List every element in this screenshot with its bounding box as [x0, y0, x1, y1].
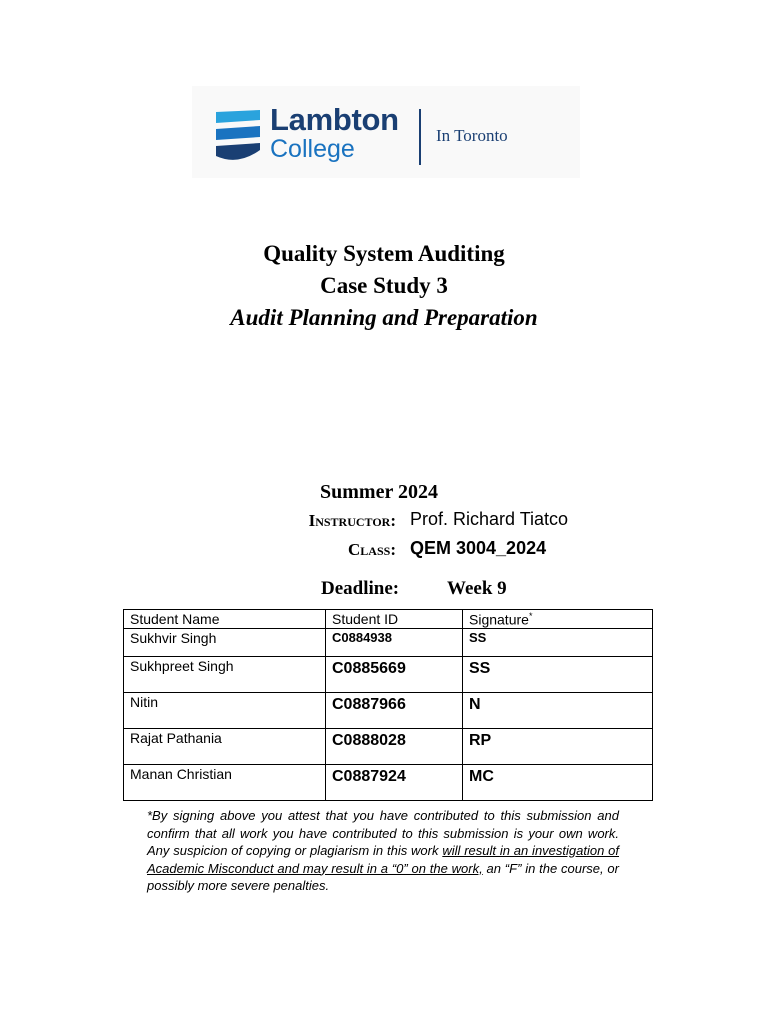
student-id: C0888028	[326, 729, 463, 765]
student-signature: RP	[463, 729, 653, 765]
header-student-name: Student Name	[124, 610, 326, 629]
student-id: C0887924	[326, 765, 463, 801]
document-title: Quality System Auditing	[263, 241, 505, 266]
note-text-end: an “F” in the course, or possibly more severe penalties.	[147, 860, 619, 893]
student-id: C0887966	[326, 693, 463, 729]
student-table	[123, 609, 653, 801]
class-code: QEM 3004_2024	[410, 538, 547, 558]
student-name: Rajat Pathania	[124, 729, 326, 765]
attestation-note	[147, 807, 619, 895]
logo-divider	[419, 109, 421, 165]
student-name: Nitin	[124, 693, 326, 729]
student-signature: SS	[463, 629, 653, 657]
table-row	[124, 765, 653, 801]
header-student-id: Student ID	[326, 610, 463, 629]
student-name: Sukhpreet Singh	[124, 657, 326, 693]
term: Summer 2024	[320, 481, 438, 503]
student-id: C0884938	[326, 629, 463, 657]
student-id: C0885669	[326, 657, 463, 693]
note-warning-underlined: will result in an investigation of Academic Misconduct and may result in a “0” on the work,	[147, 843, 619, 876]
header-signature-label: Signature	[469, 611, 529, 628]
case-study-number: Case Study 3	[320, 273, 448, 298]
document-subtitle: Audit Planning and Preparation	[230, 305, 538, 330]
deadline-label: Deadline:	[321, 578, 400, 599]
table-row	[124, 729, 653, 765]
lambton-shield-icon	[216, 110, 260, 162]
deadline-value: Week 9	[447, 578, 507, 599]
college-logo	[192, 86, 580, 178]
header-signature	[463, 610, 653, 629]
logo-location: In Toronto	[436, 126, 508, 145]
signature-asterisk: *	[528, 611, 533, 621]
class-label: Class:	[348, 540, 396, 559]
instructor-label: Instructor:	[308, 511, 396, 530]
logo-name-line2: College	[270, 135, 355, 163]
table-row	[124, 657, 653, 693]
table-row	[124, 629, 653, 657]
logo-name-line1: Lambton	[270, 102, 399, 137]
instructor-name: Prof. Richard Tiatco	[410, 509, 569, 529]
student-name: Sukhvir Singh	[124, 629, 326, 657]
note-text-start: *By signing above you attest that you have contributed to this submission and confirm that all work you have contributed to this submission is your own work. Any suspicion of copying or plagiarism in this work	[147, 808, 619, 858]
student-signature: SS	[463, 657, 653, 693]
table-row	[124, 693, 653, 729]
student-signature: N	[463, 693, 653, 729]
student-name: Manan Christian	[124, 765, 326, 801]
table-header-row	[124, 610, 653, 629]
student-signature: MC	[463, 765, 653, 801]
